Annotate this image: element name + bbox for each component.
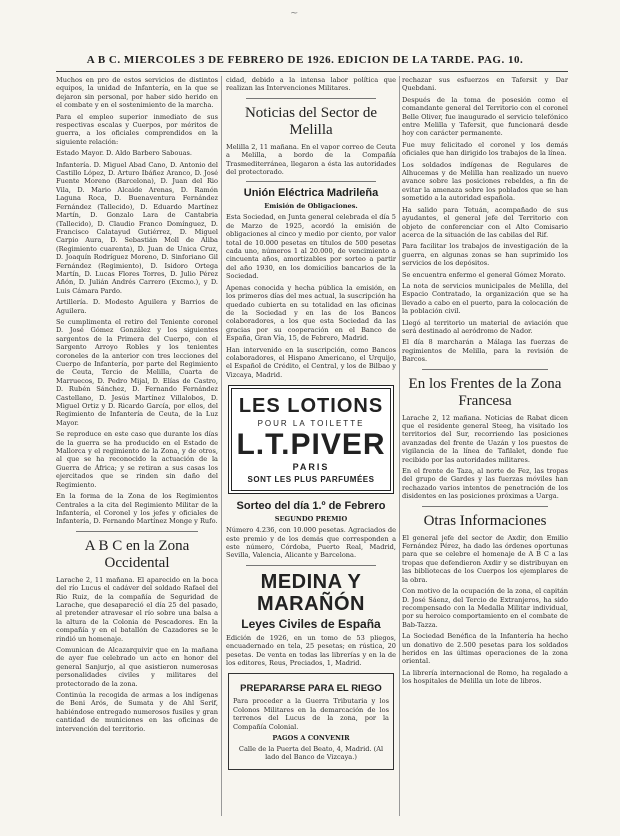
paragraph: Muchos en pro de estos servicios de distintos equipos, la unidad de Infantería, en la que se dejaron sin personal, por haber sido herido en el combate y en el sostenimiento de la marcha.: [56, 76, 218, 110]
paragraph: rechazar sus esfuerzos en Tafersit y Dar Quebdani.: [402, 76, 568, 93]
paragraph: Artillería. D. Modesto Aguilera y Barrios de Aguilera.: [56, 298, 218, 315]
ad-brand-text: L.T.PIVER: [236, 428, 386, 462]
ad-subtitle: Emisión de Obligaciones.: [264, 202, 358, 211]
section-separator: [246, 565, 376, 566]
medina-maranon-title: MEDINA Y MARAÑÓN: [257, 570, 365, 615]
ad-toilette-text: POUR LA TOILETTE: [257, 419, 365, 429]
paragraph: En la forma de la Zona de los Regimientos Centrales a la cita del Regimiento Militar de la Infantería, el Coronel y los jefes y oficiales de Infantería, D. Fernando Martínez Monge y Rufo.: [56, 492, 218, 526]
paragraph: Para el empleo superior inmediato de sus respectivas escalas y Cuerpos, por méritos de guerra, a los oficiales comprendidos en la siguiente relación:: [56, 112, 218, 146]
paragraph: Los soldados indígenas de Regulares de Alhucemas y de Melilla han realizado un nuevo avance sobre las posiciones rebeldes, a fin de evitar la amenaza sobre los poblados que se han sometido a la autoridad española.: [402, 160, 568, 203]
ad-city-text: PARIS: [292, 462, 330, 473]
paragraph: Comunican de Alcazarquivir que en la mañana de ayer fue celebrado un acto en honor del general Sanjurjo, al que asistieron numerosas personalidades civiles y militares del protectorado de la zona.: [56, 645, 218, 688]
column-divider: [221, 76, 222, 816]
paragraph: En el frente de Taza, al norte de Fez, las tropas del grupo de Gardes y las fuerzas móviles han rechazado varios intentos de penetración de los disidentes en las posiciones próximas a Uarga.: [402, 467, 568, 501]
section-separator: [246, 181, 376, 182]
column-1: [56, 76, 218, 818]
column-3: [402, 76, 568, 818]
paragraph: La librería internacional de Romo, ha regalado a los hospitales de Melilla un lote de libros.: [402, 668, 568, 686]
riego-title: PREPARARSE PARA EL RIEGO: [240, 683, 382, 695]
page-header: A B C. MIERCOLES 3 DE FEBRERO DE 1926. EDICION DE LA TARDE. PAG. 10.: [86, 54, 524, 66]
paragraph: Esta Sociedad, en Junta general celebrada el día 5 de Marzo de 1925, acordó la emisión de obligaciones al cinco y medio por ciento, por valor total de 10.000 pesetas en títulos de 500 pesetas cada uno, números 1 al 20.000, de vencimiento a cincuenta años, amortizables por sorteo a partir del año 1930, en los domicilios bancarios de la Sociedad.: [226, 213, 396, 281]
paragraph: Estado Mayor. D. Aldo Barbero Sabouas.: [56, 149, 193, 158]
section-separator: [246, 98, 376, 99]
paragraph: Larache 2, 12 mañana. Noticias de Rabat dicen que el residente general Steeg, ha visitado los territorios del Sur, recorriendo las posiciones avanzadas del frente de Uazán y los puestos de vigilancia de la línea de Tafilalet, donde fue recibido por las autoridades militares.: [402, 413, 568, 464]
paragraph: Han intervenido en la suscripción, como Bancos colaboradores, el Hispano Americano, el Urquijo, el Español de Crédito, el Central, y los de Bilbao y Vizcaya, Madrid.: [226, 345, 396, 379]
leyes-civiles-title: Leyes Civiles de España: [241, 616, 381, 631]
ad-slogan-text: SONT LES PLUS PARFUMÉES: [247, 475, 375, 485]
section-separator: [422, 506, 548, 507]
paragraph: La Sociedad Benéfica de la Infantería ha hecho un donativo de 2.500 pesetas para los soldados heridos en las últimas operaciones de la zona oriental.: [402, 632, 568, 666]
paragraph: Se encuentra enfermo el general Gómez Morato.: [402, 270, 566, 279]
paragraph: Calle de la Puerta del Beato, 4, Madrid. (Al lado del Banco de Vizcaya.): [238, 745, 384, 762]
paragraph: Larache 2, 11 mañana. El aparecido en la boca del río Lucus el cadáver del soldado Rafael del Rio Ruiz, de la compañía de Seguridad de Larache, que desapareció el día 25 del pasado, al pretender atravesar el río sobre una balsa a la altura de la Colonia de Pescadores. En la compañía y en el batallón de Cazadores se le rindió un homenaje.: [56, 575, 218, 643]
paragraph: Ha salido para Tetuán, acompañado de sus ayudantes, el general jefe del Territorio con objeto de conferenciar con el Alto Comisario acerca de la situación de las cabilas del Rif.: [402, 205, 568, 239]
paragraph: Para facilitar los trabajos de investigación de la guerra, en algunas zonas se han suprimido los servicios de los depósitos.: [402, 242, 568, 268]
paragraph: Melilla 2, 11 mañana. En el vapor correo de Ceuta a Melilla, a bordo de la Compañía Trasmediterránea, llegaron a ésta las autoridades del protectorado.: [226, 142, 396, 177]
paragraph: Llegó al territorio un material de aviación que será destinado al aeródromo de Nador.: [402, 318, 568, 335]
header-rule: [56, 71, 568, 72]
section-title-otras-informaciones: Otras Informaciones: [423, 512, 547, 529]
paragraph: Edición de 1926, en un tomo de 53 pliegos, encuadernado en tela, 25 pesetas; en rústica, 20 pesetas. De venta en todas las librerías y en la de los editores, Reus, Preciados, 1, Madrid.: [226, 633, 396, 667]
section-title-zona-francesa: En los Frentes de la Zona Francesa: [408, 375, 562, 409]
section-title-zona-occidental: A B C en la Zona Occidental: [84, 537, 190, 571]
ad-lotions-text: LES LOTIONS: [238, 395, 384, 418]
riego-subtitle: PAGOS A CONVENIR: [272, 734, 350, 743]
paragraph: Número 4.236, con 10.000 pesetas. Agraciados de este premio y de los demás que corresponden a este número, Córdoba, Puerto Real, Madrid, Sevilla, Valencia, Alicante y Barcelona.: [226, 526, 396, 560]
paragraph: Infantería. D. Miguel Abad Cano, D. Antonio del Castillo López, D. Arturo Ibáñez Aranco, D. José Fuente Moreno (Barcelona), D. Juan del Rio Vila, D. Mario Alcaide Arenas, D. Ramón Laguna Roca, D. Buenaventura Fernández Fernández (Tallecido), D. Eduardo Martínez Martín, D. Gonzalo Lara de Cantabria (Tallecido), D. Claudio Franco Domínguez, D. Francisco Calatayud Gutiérrez, D. Miguel Carpio Aura, D. Sebastián Moll de Aliba (Regimiento cuarenta), D. Juan de Unica Cruz, D. Joaquín Rodríguez Moreno, D. Sinforiano Gil Fernández (Regimiento), D. Isidoro Ortega Martín, D. Lucas Flores Torres, D. Julio Pérez Añón, D. Julián Andrés Carrero (Excmo.), y D. Luis Cámara Pardo.: [56, 160, 218, 295]
paragraph: La nota de servicios municipales de Melilla, del Espacio Contratado, la organización que se ha llevado a cabo en el puerto, para la colocación de la población civil.: [402, 281, 568, 316]
column-2: [226, 76, 396, 818]
paragraph: Se reproduce en este caso que durante los días de la guerra se ha producido en el Estado de Mallorca y el regimiento de la Zona, y de otros, al que se ha reconocido la actuación de la Guerra de África; y se retiran a sus casas los ejercitados que se rinden sin daño del Regimiento.: [56, 430, 218, 489]
paragraph: Con motivo de la ocupación de la zona, el capitán D. José Sáenz, del Tercio de Extranjeros, ha sido recompensado con la Medalla Militar individual, por su heroico comportamiento en el combate de Bab-Tazza.: [402, 587, 568, 629]
top-mark: ~: [290, 8, 299, 19]
paragraph: Apenas conocida y hecha pública la emisión, en los primeros días del mes actual, la suscripción ha quedado cubierta en su totalidad en las oficinas de la Sociedad y en las de los Bancos colaboradores, a los que esta Sociedad da las gracias por su cooperación en el Banco de España, Gran Vía, 15, de Febrero, Madrid.: [226, 283, 396, 343]
column-divider: [399, 76, 400, 816]
section-title-melilla: Noticias del Sector de Melilla: [244, 104, 378, 138]
section-separator: [422, 369, 548, 370]
paragraph: Se cumplimenta el retiro del Teniente coronel D. José Gómez González y los siguientes sargentos de la Primera del Cuerpo, con el Sargento Arroyo Robles y los tenientes coroneles de la anterior con tres lecciones del Cuerpo de Infantería, por parte del Regimiento de Ceuta, Tercio de Melilla, Cuarta de Marruecos, D. Pedro Mijal, D. Elías de Castro, D. Rubén Sánchez, D. Fernando Fernández Castellano, D. Jesús Martínez Villalobos, D. Miguel Ortiz y D. Ricardo García, por ellos, del Regimiento de Infantería de Ceuta, de la Luz Mayor.: [56, 317, 218, 427]
paragraph: Después de la toma de posesión como el comandante general del Territorio con el coronel Belle Oliver, fue inaugurado el servicio telefónico entre Melilla y Tafersit, que funcionará desde hoy con carácter permanente.: [402, 95, 568, 138]
piver-advertisement: [228, 385, 394, 494]
paragraph: Continúa la recogida de armas a los indígenas de Beni Arós, de Sumata y de Ahl Serif, habiéndose entregado numerosos fusiles y gran cantidad de municiones en las oficinas de intervención del territorio.: [56, 691, 218, 733]
sorteo-title: Sorteo del día 1.º de Febrero: [236, 500, 386, 513]
paragraph: Fue muy felicitado el coronel y los demás oficiales que han dirigido los trabajos de la línea.: [402, 140, 568, 158]
paragraph: cidad, debido a la intensa labor política que realizan las Intervenciones Militares.: [226, 76, 396, 93]
paragraph: El día 8 marcharán a Málaga las fuerzas de regimientos de Melilla, para la revisión de Barcos.: [402, 338, 568, 364]
section-separator: [76, 531, 198, 532]
paragraph: Para proceder a la Guerra Tributaria y los Colonos Militares en la demarcación de los terrenos del Lucus de la zona, por la Compañía Colonial.: [233, 697, 389, 731]
paragraph: El general jefe del sector de Axdir, don Emilio Fernández Pérez, ha dado las órdenes oportunas para que se celebre el homenaje de A B C a las tropas que defendieron Axdir y se distribuyan en las bibliotecas de los Cuerpos los ejemplares de la obra.: [402, 533, 568, 584]
ad-title-union-electrica: Unión Eléctrica Madrileña: [243, 187, 379, 200]
riego-advertisement: [228, 673, 394, 769]
sorteo-subtitle: SEGUNDO PREMIO: [274, 515, 348, 524]
